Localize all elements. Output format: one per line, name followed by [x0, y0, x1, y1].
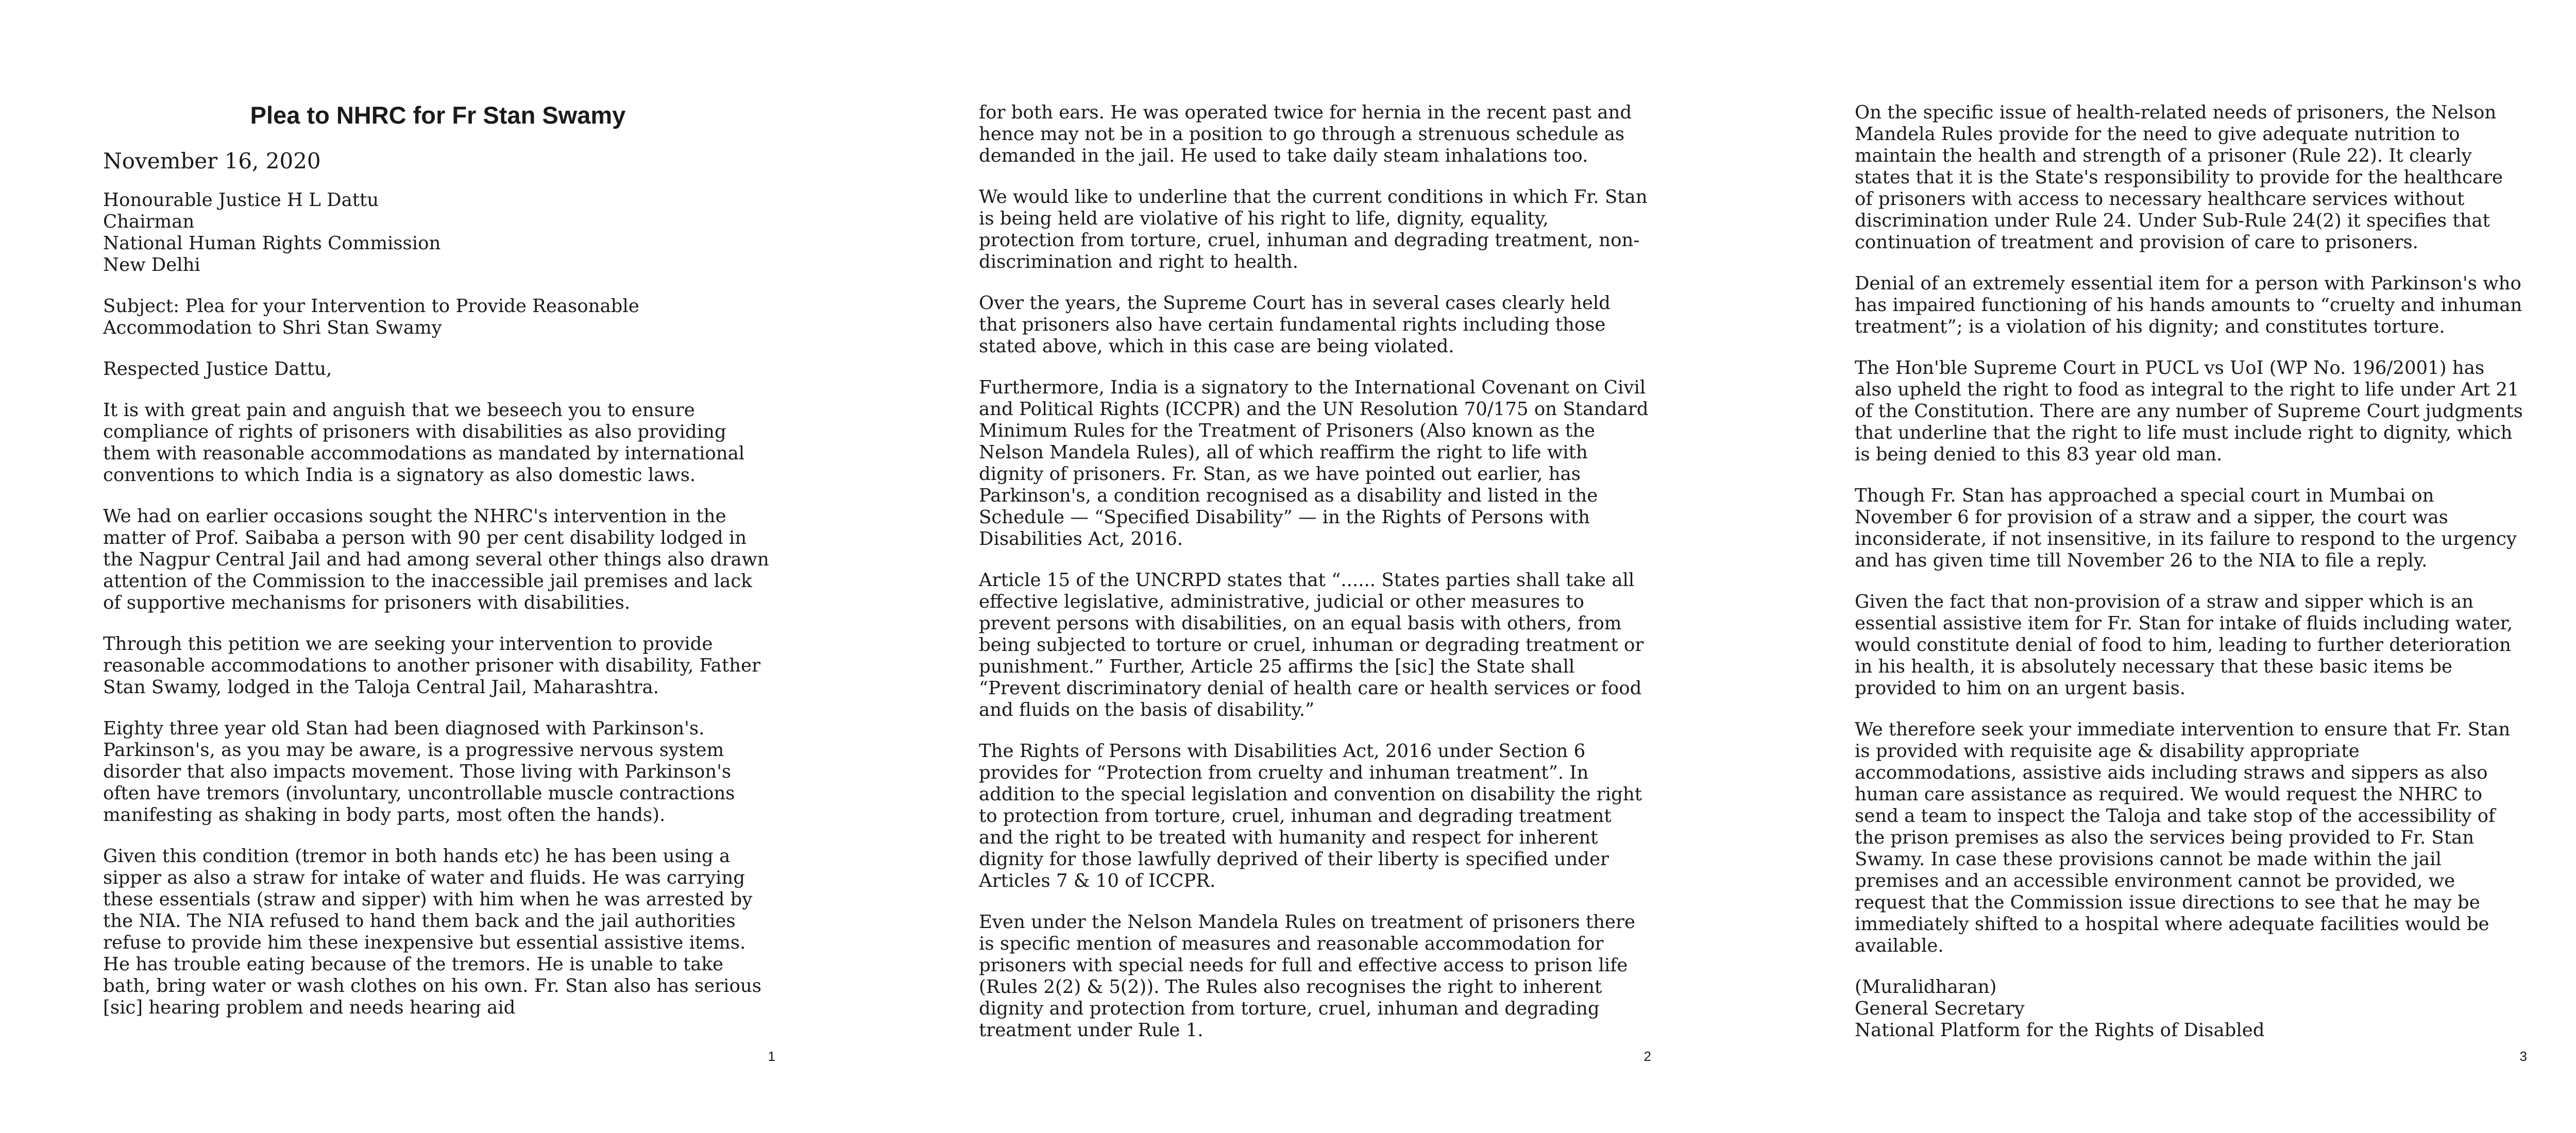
- paragraph: Eighty three year old Stan had been diagnosed with Parkinson's. Parkinson's, as you may be aware, is a progressive nervous system disorder that also impacts movement. Those living with Parkinson's often have tremors (involuntary, uncontrollable muscle contractions manifesting as shaking in body parts, most often the hands).: [103, 718, 735, 826]
- page-number: 1: [768, 1049, 775, 1064]
- address-line: Honourable Justice H L Dattu: [103, 190, 379, 211]
- page-1: [0, 0, 876, 1133]
- paragraph: We therefore seek your immediate intervention to ensure that Fr. Stan is provided with requisite age & disability appropriate accommodations, assistive aids including straws and sippers as also human care assistance as required. We would request the NHRC to send a team to inspect the Taloja and take stop of the accessibility of the prison premises as also the services being provided to Fr. Stan Swamy. In case these provisions cannot be made within the jail premises and an accessible environment cannot be provided, we request that the Commission issue directions to see that he may be immediately shifted to a hospital where adequate facilities would be available.: [1855, 719, 2511, 956]
- page-3-body: [1855, 102, 2524, 1061]
- page-number: 2: [1643, 1049, 1651, 1064]
- paragraph: Furthermore, India is a signatory to the International Covenant on Civil and Political Rights (ICCPR) and the UN Resolution 70/175 on Standard Minimum Rules for the Treatment of Prisoners (Also known as the Nelson Mandela Rules), all of which reaffirm the right to life with dignity of prisoners. Fr. Stan, as we have pointed out earlier, has Parkinson's, a condition recognised as a disability and listed in the Schedule — “Specified Disability” — in the Rights of Persons with Disabilities Act, 2016.: [979, 377, 1649, 550]
- document-title: Plea to NHRC for Fr Stan Swamy: [250, 101, 626, 129]
- paragraph: Given this condition (tremor in both hands etc) he has been using a sipper as also a straw for intake of water and fluids. He was carrying these essentials (straw and sipper) with him when he was arrested by the NIA. The NIA refused to hand them back and the jail authorities refuse to provide him these inexpensive but essential assistive items. He has trouble eating because of the tremors. He is unable to take bath, bring water or wash clothes on his own. Fr. Stan also has serious [sic] hearing problem and needs hearing aid: [103, 846, 761, 1019]
- signature-block: [1855, 976, 2524, 1041]
- paragraph: Given the fact that non-provision of a straw and sipper which is an essential assistive item for Fr. Stan for intake of fluids including water, would constitute denial of food to him, leading to further deterioration in his health, it is absolutely necessary that these basic items be provided to him on an urgent basis.: [1855, 591, 2513, 699]
- page-1-body: [103, 102, 773, 1019]
- signatory-organization: National Platform for the Rights of Disabled: [1855, 1020, 2265, 1041]
- page-2-body: [979, 102, 1649, 1041]
- page-2: [876, 0, 1752, 1133]
- recipient-address: [103, 190, 773, 276]
- salutation: Respected Justice Dattu,: [103, 358, 332, 380]
- address-line: National Human Rights Commission: [103, 233, 441, 254]
- page-3: [1752, 0, 2576, 1133]
- paragraph: It is with great pain and anguish that we beseech you to ensure compliance of rights of prisoners with disabilities as also providing them with reasonable accommodations as mandated by international conventions to which India is a signatory as also domestic laws.: [103, 400, 745, 486]
- paragraph: We would like to underline that the current conditions in which Fr. Stan is being held are violative of his right to life, dignity, equality, protection from torture, cruel, inhuman and degrading treatment, non-discrimination and right to health.: [979, 186, 1648, 272]
- paragraph: We had on earlier occasions sought the NHRC's intervention in the matter of Prof. Saibaba a person with 90 per cent disability lodged in the Nagpur Central Jail and had among several other things also drawn attention of the Commission to the inaccessible jail premises and lack of supportive mechanisms for prisoners with disabilities.: [103, 506, 769, 614]
- paragraph: Article 15 of the UNCRPD states that “...... States parties shall take all effective legislative, administrative, judicial or other measures to prevent persons with disabilities, on an equal basis with others, from being subjected to torture or cruel, inhuman or degrading treatment or punishment.” Further, Article 25 affirms the [sic] the State shall “Prevent discriminatory denial of health care or health services or food and fluids on the basis of disability.”: [979, 570, 1644, 720]
- page-number: 3: [2519, 1049, 2527, 1064]
- paragraph: Through this petition we are seeking your intervention to provide reasonable accommodations to another prisoner with disability, Father Stan Swamy, lodged in the Taloja Central Jail, Maharashtra.: [103, 633, 760, 698]
- paragraph: Though Fr. Stan has approached a special court in Mumbai on November 6 for provision of a straw and a sipper, the court was inconsiderate, if not insensitive, in its failure to respond to the urgency and has given time till November 26 to the NIA to file a reply.: [1855, 485, 2517, 571]
- paragraph: The Rights of Persons with Disabilities Act, 2016 under Section 6 provides for “Protection from cruelty and inhuman treatment”. In addition to the special legislation and convention on disability the right to protection from torture, cruel, inhuman and degrading treatment and the right to be treated with humanity and respect for inherent dignity for those lawfully deprived of their liberty is specified under Articles 7 & 10 of ICCPR.: [979, 741, 1642, 891]
- paragraph: On the specific issue of health-related needs of prisoners, the Nelson Mandela Rules provide for the need to give adequate nutrition to maintain the health and strength of a prisoner (Rule 22). It clearly states that it is the State's responsibility to provide for the healthcare of prisoners with access to necessary healthcare services without discrimination under Rule 24. Under Sub-Rule 24(2) it specifies that continuation of treatment and provision of care to prisoners.: [1855, 102, 2503, 253]
- address-line: New Delhi: [103, 254, 200, 276]
- address-line: Chairman: [103, 211, 195, 233]
- paragraph: Even under the Nelson Mandela Rules on treatment of prisoners there is specific mention of measures and reasonable accommodation for prisoners with special needs for full and effective access to prison life (Rules 2(2) & 5(2)). The Rules also recognises the right to inherent dignity and protection from torture, cruel, inhuman and degrading treatment under Rule 1.: [979, 912, 1635, 1041]
- paragraph: Denial of an extremely essential item for a person with Parkinson's who has impaired functioning of his hands amounts to “cruelty and inhuman treatment”; is a violation of his dignity; and constitutes torture.: [1855, 273, 2522, 337]
- paragraph: for both ears. He was operated twice for hernia in the recent past and hence may not be in a position to go through a strenuous schedule as demanded in the jail. He used to take daily steam inhalations too.: [979, 102, 1632, 166]
- paragraph: Over the years, the Supreme Court has in several cases clearly held that prisoners also have certain fundamental rights including those stated above, which in this case are being violated.: [979, 293, 1611, 357]
- paragraph: The Hon'ble Supreme Court in PUCL vs UoI (WP No. 196/2001) has also upheld the right to food as integral to the right to life under Art 21 of the Constitution. There are any number of Supreme Court judgments that underline that the right to life must include right to dignity, which is being denied to this 83 year old man.: [1855, 357, 2523, 465]
- letter-date: November 16, 2020: [103, 148, 321, 174]
- signatory-name: (Muralidharan): [1855, 976, 1997, 998]
- subject-line: Subject: Plea for your Intervention to Provide Reasonable Accommodation to Shri Stan Swamy: [103, 296, 639, 339]
- signatory-title: General Secretary: [1855, 998, 2025, 1019]
